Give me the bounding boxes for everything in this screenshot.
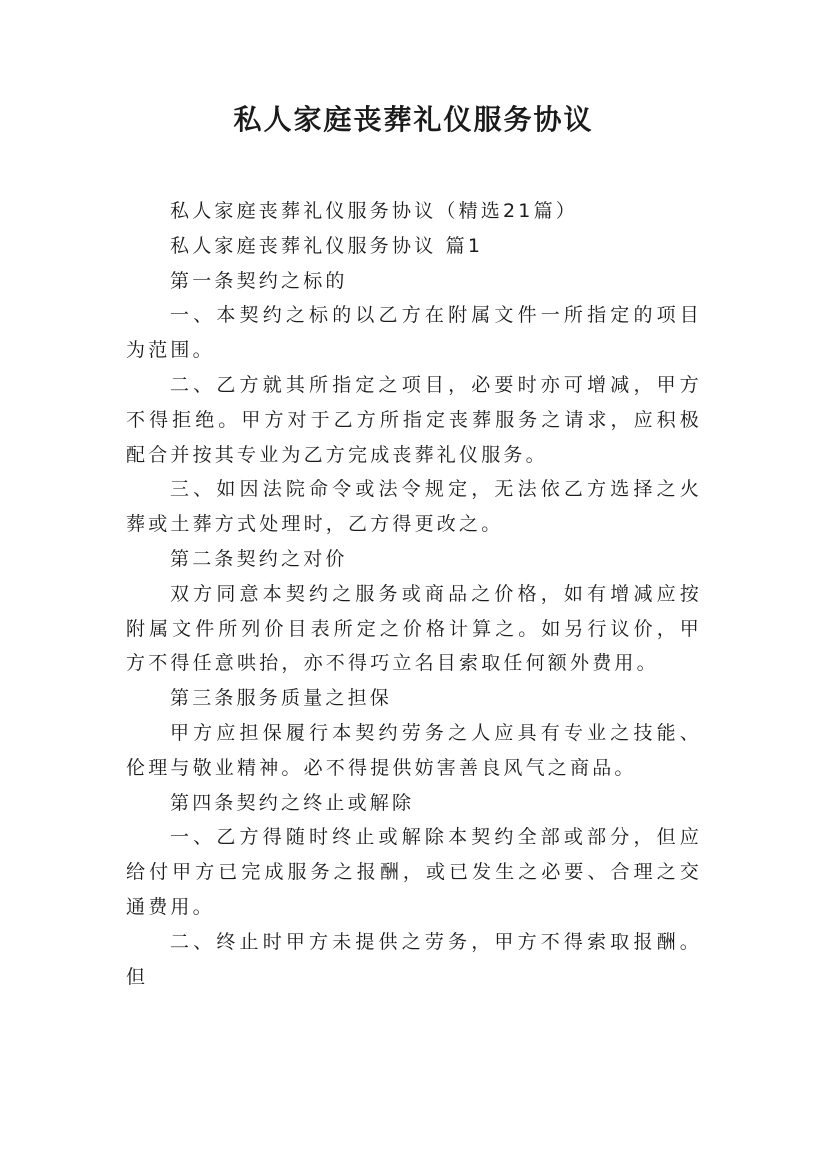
paragraph-article-1-clause-1: 一、本契约之标的以乙方在附属文件一所指定的项目为范围。	[126, 304, 702, 362]
paragraph-article-3-body: 甲方应担保履行本契约劳务之人应具有专业之技能、伦理与敬业精神。必不得提供妨害善良风气之商品。	[126, 721, 702, 779]
paragraph-article-1-clause-3: 三、如因法院命令或法令规定，无法依乙方选择之火葬或土葬方式处理时，乙方得更改之。	[126, 478, 702, 536]
paragraph-article-4-clause-1: 一、乙方得随时终止或解除本契约全部或部分，但应给付甲方已完成服务之报酬，或已发生之必要、合理之交通费用。	[126, 826, 702, 918]
paragraph-article-4-clause-2: 二、终止时甲方未提供之劳务，甲方不得索取报酬。但	[126, 930, 702, 988]
paragraph-article-1-heading: 第一条契约之标的	[170, 269, 348, 292]
paragraph-article-4-heading: 第四条契约之终止或解除	[170, 791, 415, 814]
paragraph-article-2-heading: 第二条契约之对价	[170, 547, 348, 570]
paragraph-collection-title: 私人家庭丧葬礼仪服务协议（精选21篇）	[170, 200, 578, 222]
document-title: 私人家庭丧葬礼仪服务协议	[233, 103, 594, 136]
paragraph-chapter-heading: 私人家庭丧葬礼仪服务协议 篇1	[170, 234, 484, 257]
document-body	[126, 194, 702, 994]
paragraph-article-1-clause-2: 二、乙方就其所指定之项目，必要时亦可增减，甲方不得拒绝。甲方对于乙方所指定丧葬服务之请求，应积极配合并按其专业为乙方完成丧葬礼仪服务。	[126, 373, 702, 466]
paragraph-article-3-heading: 第三条服务质量之担保	[170, 687, 393, 710]
paragraph-article-2-body: 双方同意本契约之服务或商品之价格，如有增减应按附属文件所列价目表所定之价格计算之。如另行议价，甲方不得任意哄抬，亦不得巧立名目索取任何额外费用。	[126, 582, 702, 675]
